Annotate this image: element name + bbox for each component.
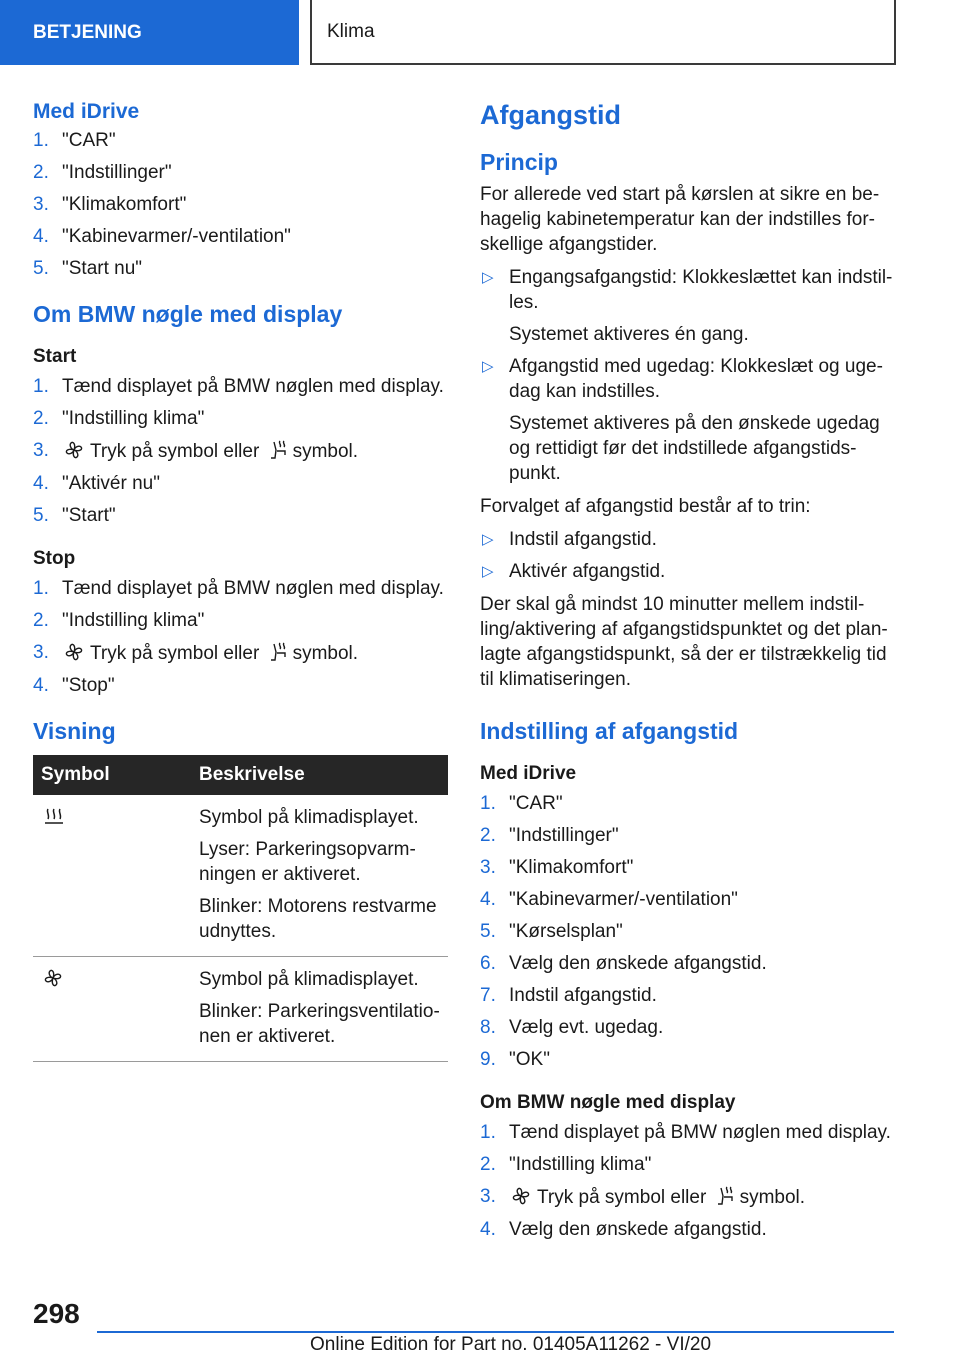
bullet-text: Engangsafgangstid: Klokkeslættet kan indstil-les. <box>509 267 893 313</box>
key-label: Om BMW nøgle med display <box>480 1092 736 1113</box>
list-item <box>480 265 898 347</box>
step-number: 3. <box>33 440 49 461</box>
step-text: "Indstilling klima" <box>62 408 205 429</box>
list-item <box>33 576 448 601</box>
footer-divider <box>97 1331 894 1333</box>
princip-text: For allerede ved start på kørslen at sikre en be-hagelig kabinetemperatur kan der indstilles for-skellige afgangstider. <box>480 184 880 255</box>
list-item <box>33 192 448 217</box>
step-number: 1. <box>33 578 49 599</box>
step-text: Tryk på symbol eller <box>90 643 260 664</box>
step-text: "OK" <box>509 1049 550 1070</box>
step-number: 4. <box>33 226 49 247</box>
step-text: "Indstillinger" <box>509 825 619 846</box>
step-number: 4. <box>480 889 496 910</box>
step-number: 1. <box>33 376 49 397</box>
step-number: 5. <box>33 505 49 526</box>
description-cell <box>191 795 448 957</box>
list-item <box>33 224 448 249</box>
triangle-bullet-icon: ▷ <box>482 358 494 375</box>
step-text: "Indstilling klima" <box>509 1154 652 1175</box>
step-number: 4. <box>33 473 49 494</box>
fan-icon <box>43 968 63 988</box>
step-number: 3. <box>33 194 49 215</box>
table-row <box>33 795 448 957</box>
col-description: Beskrivelse <box>191 755 448 795</box>
step-number: 2. <box>480 825 496 846</box>
col-symbol: Symbol <box>33 755 191 795</box>
indstilling-idrive-steps <box>480 791 898 1072</box>
bullet-text: Aktivér afgangstid. <box>509 561 666 582</box>
step-text: "Start nu" <box>62 258 143 279</box>
section-title: BETJENING <box>33 21 142 43</box>
step-text: "Klimakomfort" <box>62 194 187 215</box>
list-item <box>480 527 898 552</box>
step-text: "CAR" <box>62 130 116 151</box>
step-number: 2. <box>33 408 49 429</box>
list-item <box>33 406 448 431</box>
step-number: 2. <box>33 162 49 183</box>
visning-heading: Visning <box>33 718 116 744</box>
bullet-text: Afgangstid med ugedag: Klokkeslæt og uge-dag kan indstilles. <box>509 356 883 402</box>
left-column <box>33 100 448 1062</box>
forvalg-steps <box>480 527 898 584</box>
bullet-text: Indstil afgangstid. <box>509 529 657 550</box>
list-item <box>480 983 898 1008</box>
list-item <box>480 951 898 976</box>
step-number: 5. <box>480 921 496 942</box>
step-number: 3. <box>480 857 496 878</box>
step-text: "CAR" <box>509 793 563 814</box>
step-number: 3. <box>33 642 49 663</box>
step-number: 2. <box>480 1154 496 1175</box>
bullet-note: Systemet aktiveres én gang. <box>509 324 749 345</box>
list-item <box>33 160 448 185</box>
list-item <box>33 128 448 153</box>
section-tab <box>0 0 299 65</box>
step-text: "Klimakomfort" <box>509 857 634 878</box>
step-text: Tænd displayet på BMW nøglen med display. <box>509 1122 891 1143</box>
step-number: 1. <box>33 130 49 151</box>
list-item <box>33 471 448 496</box>
step-number: 1. <box>480 1122 496 1143</box>
symbol-cell <box>33 957 191 1062</box>
start-label: Start <box>33 346 77 367</box>
stop-steps <box>33 576 448 698</box>
step-number: 1. <box>480 793 496 814</box>
afgangstid-types <box>480 265 898 486</box>
list-item <box>33 503 448 528</box>
bullet-note: Systemet aktiveres på den ønskede ugedag og rettidigt før det indstillede afgangstids-punkt. <box>509 413 880 484</box>
description-line: Symbol på klimadisplayet. <box>199 807 419 828</box>
step-text: "Indstilling klima" <box>62 610 205 631</box>
afgangstid-heading: Afgangstid <box>480 100 621 130</box>
list-item <box>33 374 448 399</box>
table-body <box>33 795 448 1062</box>
step-number: 4. <box>480 1219 496 1240</box>
step-text: "Kørselsplan" <box>509 921 623 942</box>
list-item <box>480 559 898 584</box>
step-text: Tryk på symbol eller <box>537 1187 707 1208</box>
idrive-label: Med iDrive <box>480 763 577 784</box>
triangle-bullet-icon: ▷ <box>482 531 494 548</box>
description-line: Lyser: Parkeringsopvarm-ningen er aktiveret. <box>199 839 416 885</box>
symbol-table <box>33 755 448 1062</box>
list-item <box>480 354 898 486</box>
list-item <box>480 1015 898 1040</box>
stop-label: Stop <box>33 548 76 569</box>
list-item <box>480 855 898 880</box>
list-item <box>480 823 898 848</box>
page-number: 298 <box>33 1298 80 1329</box>
description-line: Blinker: Parkeringsventilatio-nen er aktiveret. <box>199 1001 440 1047</box>
list-item <box>480 919 898 944</box>
fan-icon <box>511 1186 531 1206</box>
list-item <box>480 1217 898 1242</box>
idrive-steps <box>33 128 448 281</box>
step-text: Indstil afgangstid. <box>509 985 657 1006</box>
list-item <box>480 1152 898 1177</box>
step-number: 7. <box>480 985 496 1006</box>
edition-text: Online Edition for Part no. 01405A11262 - VI/20 <box>310 1334 712 1355</box>
step-number: 3. <box>480 1186 496 1207</box>
list-item <box>33 608 448 633</box>
forvalg-text: Forvalget af afgangstid består af to trin: <box>480 496 811 517</box>
step-text: Vælg den ønskede afgangstid. <box>509 1219 767 1240</box>
list-item <box>480 1120 898 1145</box>
description-cell <box>191 957 448 1062</box>
list-item <box>33 438 448 464</box>
list-item <box>33 673 448 698</box>
step-text: "Indstillinger" <box>62 162 172 183</box>
step-text: symbol. <box>739 1187 806 1208</box>
step-number: 5. <box>33 258 49 279</box>
step-text: "Kabinevarmer/-ventilation" <box>509 889 738 910</box>
step-text: symbol. <box>292 643 359 664</box>
chapter-header <box>310 0 896 65</box>
triangle-bullet-icon: ▷ <box>482 563 494 580</box>
idrive-heading: Med iDrive <box>33 100 140 123</box>
list-item <box>480 1047 898 1072</box>
step-text: Tryk på symbol eller <box>90 441 260 462</box>
seat-heating-icon <box>267 438 287 460</box>
indstilling-heading: Indstilling af afgangstid <box>480 718 739 744</box>
list-item <box>480 791 898 816</box>
list-item <box>33 256 448 281</box>
step-text: "Kabinevarmer/-ventilation" <box>62 226 291 247</box>
interval-text: Der skal gå mindst 10 minutter mellem indstil-ling/aktivering af afgangstidspunktet og det plan-lagte afgangstidspunkt, så der er tilstrækkelig tid til klimatiseringen. <box>480 594 888 690</box>
description-line: Blinker: Motorens restvarme udnyttes. <box>199 896 437 942</box>
fan-icon <box>64 440 84 460</box>
seat-heating-icon <box>267 640 287 662</box>
step-text: "Start" <box>62 505 116 526</box>
step-text: Vælg den ønskede afgangstid. <box>509 953 767 974</box>
start-steps <box>33 374 448 528</box>
heating-icon <box>43 806 65 826</box>
list-item <box>480 1184 898 1210</box>
indstilling-key-steps <box>480 1120 898 1242</box>
table-header-row <box>33 755 448 795</box>
description-line: Symbol på klimadisplayet. <box>199 969 419 990</box>
symbol-cell <box>33 795 191 957</box>
step-number: 4. <box>33 675 49 696</box>
list-item <box>33 640 448 666</box>
step-text: "Aktivér nu" <box>62 473 160 494</box>
table-row <box>33 957 448 1062</box>
step-number: 6. <box>480 953 496 974</box>
right-column <box>480 100 898 1258</box>
step-text: "Stop" <box>62 675 115 696</box>
triangle-bullet-icon: ▷ <box>482 269 494 286</box>
fan-icon <box>64 642 84 662</box>
step-number: 9. <box>480 1049 496 1070</box>
step-number: 8. <box>480 1017 496 1038</box>
list-item <box>480 887 898 912</box>
seat-heating-icon <box>714 1184 734 1206</box>
chapter-title: Klima <box>327 20 375 42</box>
princip-heading: Princip <box>480 149 558 175</box>
key-heading: Om BMW nøgle med display <box>33 301 343 327</box>
step-text: symbol. <box>292 441 359 462</box>
step-text: Tænd displayet på BMW nøglen med display. <box>62 376 444 397</box>
step-text: Vælg evt. ugedag. <box>509 1017 664 1038</box>
step-text: Tænd displayet på BMW nøglen med display. <box>62 578 444 599</box>
step-number: 2. <box>33 610 49 631</box>
